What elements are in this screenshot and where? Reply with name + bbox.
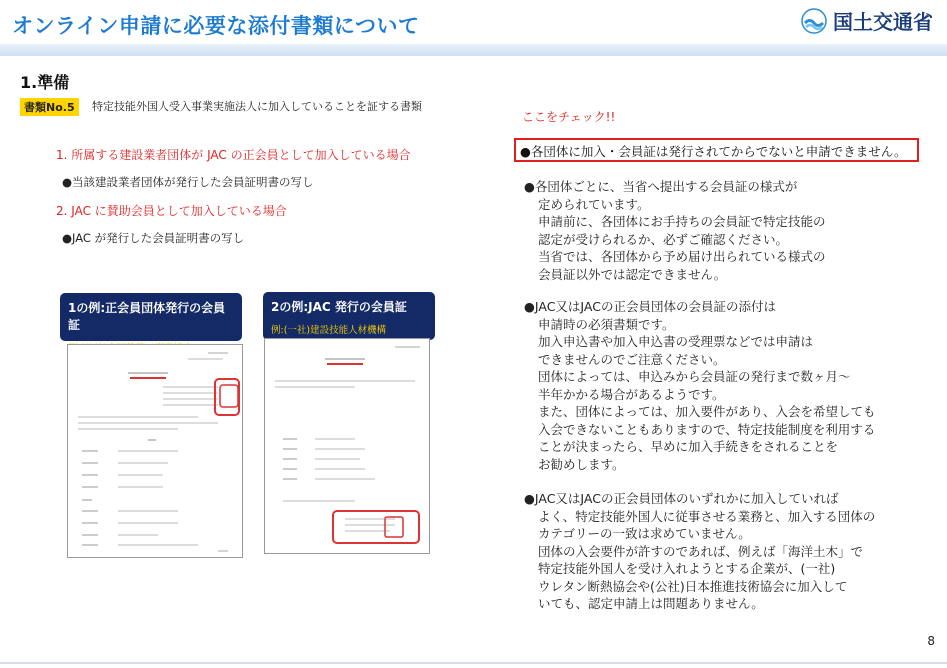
note-2-line: ことが決まったら、早めに加入手続きをされることを — [538, 439, 839, 454]
note-3-line: 団体の入会要件が許すのであれば、例えば「海洋土木」で — [538, 543, 864, 559]
doc-number-tag: 書類No.5 — [20, 98, 79, 116]
note-3-line: よく、特定技能外国人に従事させる業務と、加入する団体の — [538, 508, 876, 524]
case-1-heading: 1. 所属する建設業者団体が JAC の正会員として加入している場合 — [56, 148, 411, 162]
page-number: 8 — [927, 634, 935, 648]
note-2-line: また、団体によっては、加入要件があり、入会を希望しても — [538, 404, 876, 419]
ministry-logo — [801, 6, 933, 35]
example-1-title: 1の例:正会員団体発行の会員証 — [68, 301, 226, 332]
highlight-text: ●各団体に加入・会員証は発行されてからでないと申請できません。 — [520, 144, 907, 159]
note-3-line: いても、認定申請上は問題ありません。 — [538, 596, 764, 611]
check-here-label: ここをチェック!! — [522, 110, 616, 124]
note-1-line: 会員証以外では認定できません。 — [538, 266, 727, 282]
example-2-banner — [263, 292, 435, 340]
note-3-line: ●JAC又はJACの正会員団体のいずれかに加入していれば — [524, 491, 839, 506]
note-2-line: 半年かかる場合があるようです。 — [538, 386, 725, 402]
example-2-certificate-image — [264, 338, 430, 554]
page-title: オンライン申請に必要な添付書類について — [12, 14, 420, 38]
logo-text: 国土交通省 — [833, 10, 933, 34]
note-2-line: 団体によっては、申込みから会員証の発行まで数ヶ月〜 — [538, 369, 851, 384]
note-3-line: 特定技能外国人を受け入れようとする企業が、(一社) — [538, 561, 836, 576]
note-2-line: ●JAC又はJACの正会員団体の会員証の添付は — [524, 299, 776, 314]
note-paragraph-2 — [524, 298, 876, 473]
case-2-bullet: ●JAC が発行した会員証明書の写し — [62, 231, 245, 245]
example-1-banner — [60, 293, 242, 341]
note-1-line: 申請前に、各団体にお手持ちの会員証で特定技能の — [538, 214, 826, 229]
certificate-thumbnail-2 — [265, 339, 429, 553]
header — [0, 0, 947, 44]
certificate-thumbnail-1 — [68, 345, 242, 557]
note-paragraph-3 — [524, 490, 875, 613]
example-2-title: 2の例:JAC 発行の会員証 — [271, 300, 407, 314]
note-1-line: 当省では、各団体から予め届け出られている様式の — [538, 249, 826, 264]
note-2-line: お勧めします。 — [538, 456, 625, 472]
note-2-line: 入会できないこともありますので、特定技能制度を利用する — [538, 421, 876, 437]
doc-description: 特定技能外国人受入事業実施法人に加入していることを証する書類 — [92, 100, 422, 113]
section-heading: 1.準備 — [20, 73, 70, 92]
mlit-logo-icon — [801, 8, 827, 34]
case-1-bullet: ●当該建設業者団体が発行した会員証明書の写し — [62, 175, 314, 189]
note-paragraph-1 — [524, 178, 826, 283]
case-2-heading: 2. JAC に賛助会員として加入している場合 — [56, 204, 287, 218]
note-1-line: 認定が受けられるか、必ずご確認ください。 — [538, 231, 789, 247]
note-1-line: ●各団体ごとに、当省へ提出する会員証の様式が — [524, 179, 798, 194]
note-3-line: カテゴリーの一致は求めていません。 — [538, 526, 751, 541]
note-2-line: できませんのでご注意ください。 — [538, 351, 726, 367]
note-2-line: 申請時の必須書類です。 — [538, 316, 675, 332]
example-2-subtitle: 例:(一社)建設技能人材機構 — [271, 325, 387, 336]
example-1-certificate-image — [67, 344, 243, 558]
note-1-line: 定められています。 — [538, 196, 650, 212]
header-divider — [0, 44, 947, 56]
note-3-line: ウレタン断熱協会や(公社)日本推進技術協会に加入して — [538, 578, 848, 594]
note-2-line: 加入申込書や加入申込書の受理票などでは申請は — [538, 334, 814, 349]
footer-divider — [0, 662, 947, 664]
